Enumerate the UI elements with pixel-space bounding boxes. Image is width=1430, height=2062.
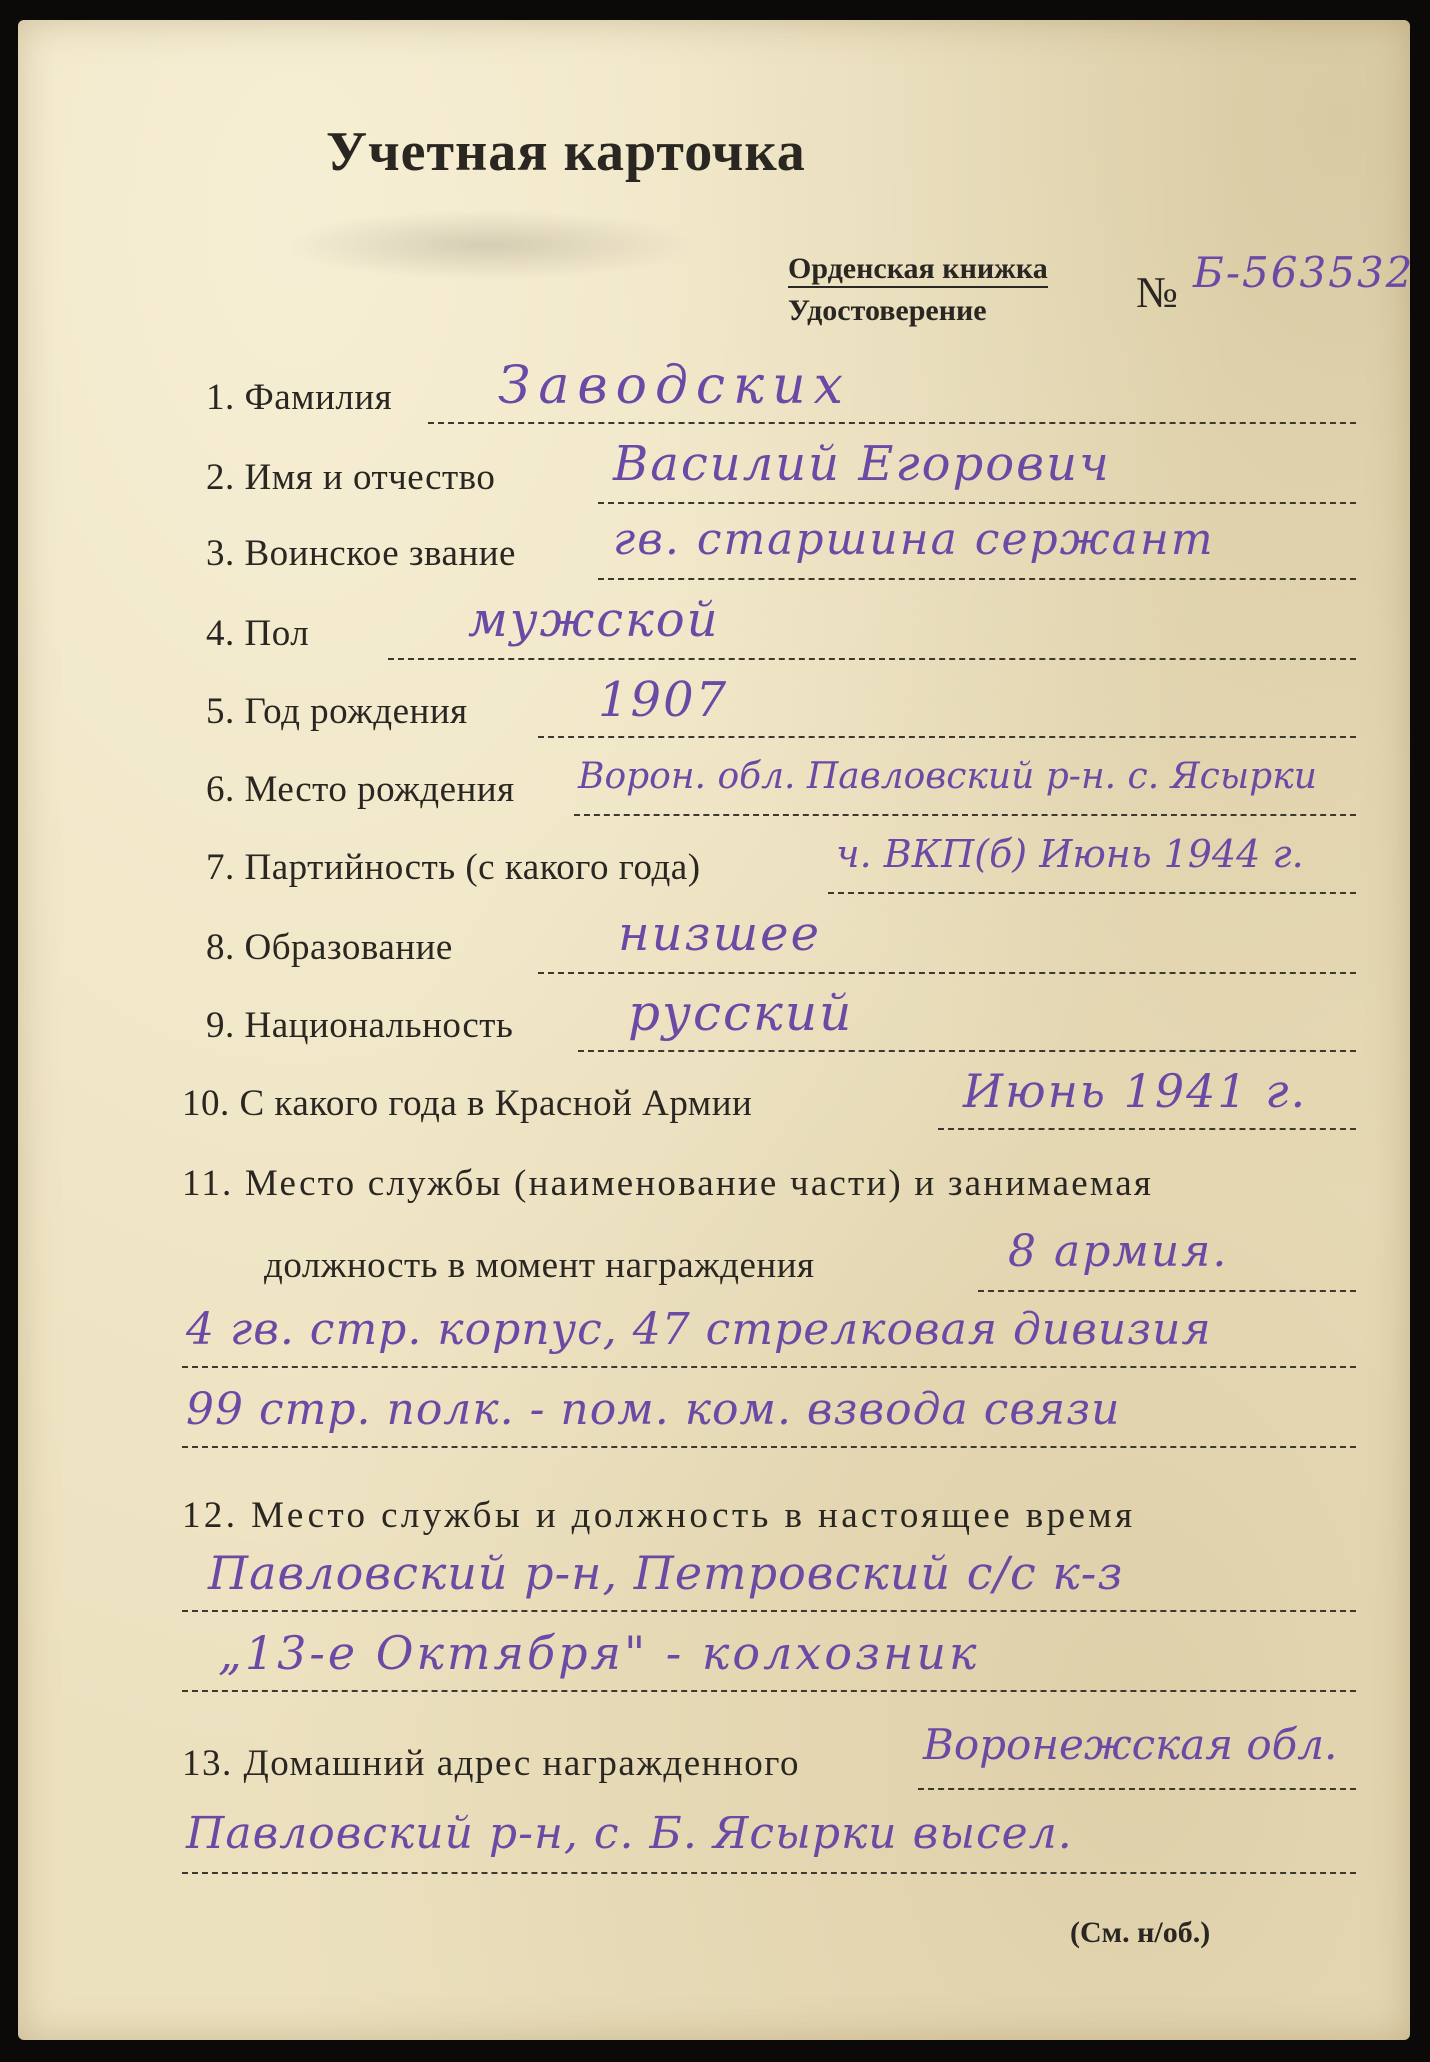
order-book-number: Б-563532	[1193, 248, 1415, 297]
field-line-home-address-1	[918, 1788, 1356, 1790]
field-value-birth-year: 1907	[598, 672, 729, 728]
field-value-rank: гв. старшина сержант	[613, 514, 1215, 565]
see-reverse-note: (См. н/об.)	[1070, 1916, 1211, 1949]
doc-type-certificate: Удостоверение	[788, 294, 987, 327]
field-value-party: ч. ВКП(б) Июнь 1944 г.	[836, 832, 1304, 876]
field-line-rank	[598, 578, 1356, 580]
field-value-home-address-line2: Павловский р-н, с. Б. Ясырки высел.	[186, 1808, 1073, 1859]
field-label-sex: 4. Пол	[206, 613, 310, 654]
field-label-surname: 1. Фамилия	[206, 377, 393, 418]
field-label-service-place-line2: должность в момент награждения	[264, 1245, 815, 1286]
field-line-service-place-2	[182, 1366, 1356, 1368]
field-value-army-since: Июнь 1941 г.	[963, 1064, 1308, 1118]
field-label-nationality: 9. Национальность	[206, 1005, 514, 1046]
field-label-army-since: 10. С какого года в Красной Армии	[182, 1083, 753, 1124]
field-value-home-address-line1: Воронежская обл.	[923, 1720, 1338, 1769]
number-sign: №	[1136, 268, 1179, 317]
field-value-education: низшее	[618, 906, 821, 962]
field-label-birthplace: 6. Место рождения	[206, 769, 515, 810]
field-label-name: 2. Имя и отчество	[206, 457, 496, 498]
field-line-birth-year	[538, 736, 1356, 738]
field-line-sex	[388, 658, 1356, 660]
field-value-sex: мужской	[468, 592, 720, 648]
doc-type-order-book: Орденская книжка	[788, 252, 1048, 288]
field-value-name: Василий Егорович	[613, 436, 1111, 492]
field-label-rank: 3. Воинское звание	[206, 533, 516, 574]
field-line-surname	[428, 422, 1356, 424]
field-line-birthplace	[574, 814, 1356, 816]
field-line-current-place-1	[182, 1610, 1356, 1612]
field-value-current-place-line2: „13-е Октября" - колхозник	[218, 1626, 980, 1680]
field-label-service-place-line1: 11. Место службы (наименование части) и занимаемая	[182, 1163, 1154, 1204]
field-line-name	[598, 502, 1356, 504]
field-label-home-address: 13. Домашний адрес награжденного	[182, 1743, 801, 1784]
field-value-surname: Заводских	[498, 356, 851, 416]
field-value-nationality: русский	[628, 984, 854, 1042]
field-line-nationality	[578, 1050, 1356, 1052]
field-label-party: 7. Партийность (с какого года)	[206, 847, 701, 888]
stamp-smudge	[278, 210, 698, 280]
field-value-service-place-line3: 99 стр. полк. - пом. ком. взвода связи	[186, 1384, 1121, 1435]
field-line-party	[828, 892, 1356, 894]
card-title: Учетная карточка	[326, 121, 806, 183]
field-line-home-address-2	[182, 1872, 1356, 1874]
award-registration-card	[18, 20, 1415, 2040]
field-line-service-place-1	[978, 1290, 1356, 1292]
field-label-current-place: 12. Место службы и должность в настоящее время	[182, 1495, 1136, 1536]
field-label-education: 8. Образование	[206, 927, 453, 968]
field-label-birth-year: 5. Год рождения	[206, 691, 468, 732]
field-line-current-place-2	[182, 1690, 1356, 1692]
field-value-service-place-line2: 4 гв. стр. корпус, 47 стрелковая дивизия	[186, 1304, 1212, 1355]
field-line-army-since	[938, 1128, 1356, 1130]
field-line-education	[538, 972, 1356, 974]
field-value-current-place-line1: Павловский р-н, Петровский с/с к-з	[208, 1546, 1124, 1600]
field-value-service-place-line1: 8 армия.	[1008, 1226, 1229, 1277]
field-value-birthplace: Ворон. обл. Павловский р-н. с. Ясырки	[578, 756, 1317, 797]
field-line-service-place-3	[182, 1446, 1356, 1448]
